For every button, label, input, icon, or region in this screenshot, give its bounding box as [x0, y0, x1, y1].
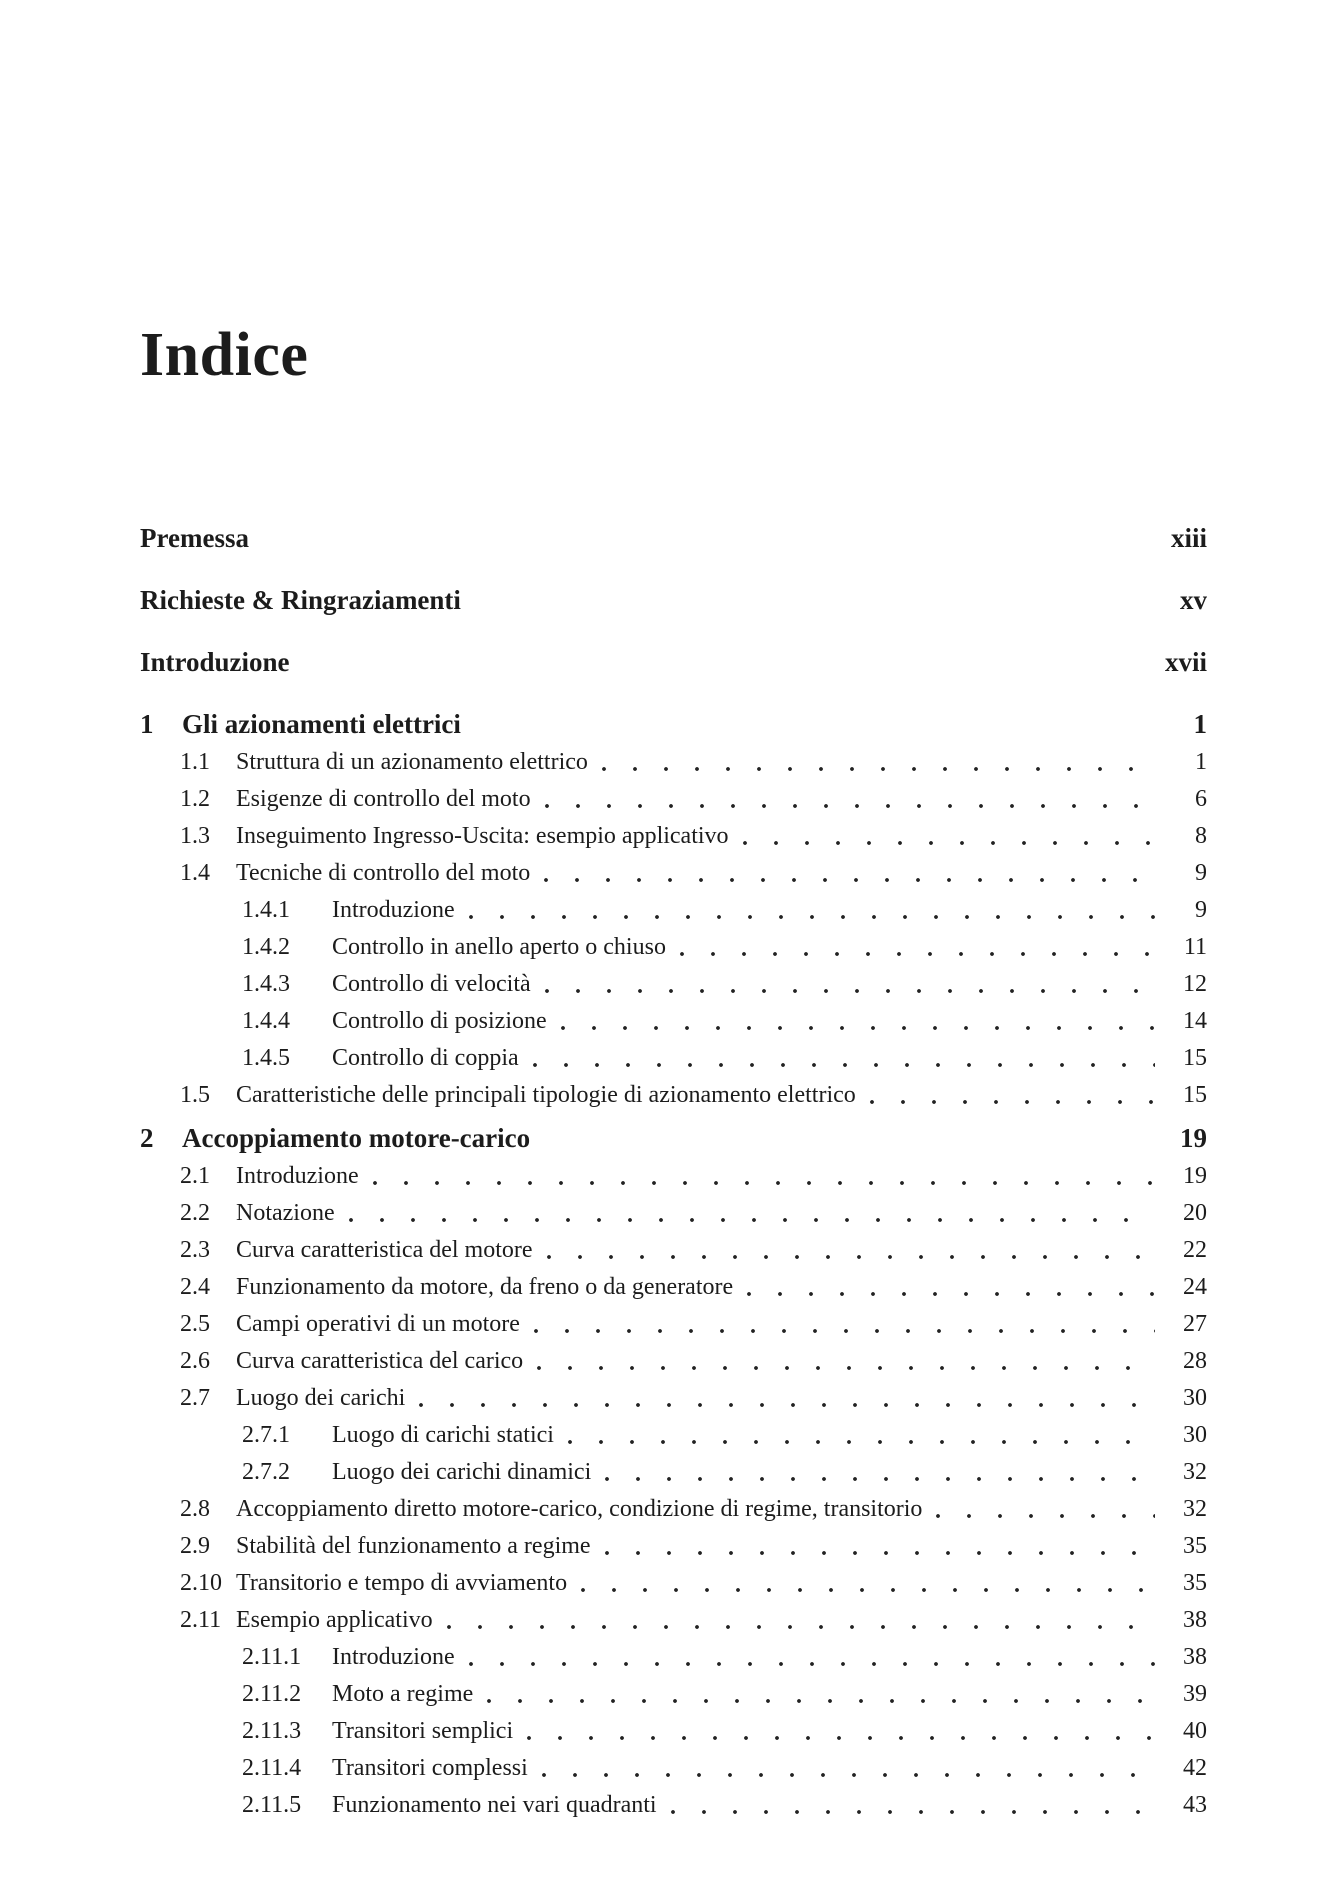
- leader-dots: [415, 1380, 1155, 1417]
- toc-entry-section: [140, 781, 1207, 818]
- section-title: Struttura di un azionamento elettrico: [236, 749, 588, 775]
- section-title: Controllo di coppia: [332, 1045, 519, 1071]
- toc-entry-section: [140, 1040, 1207, 1077]
- section-number: 1.1: [180, 749, 210, 775]
- toc-entry-page-number: 24: [1183, 1274, 1207, 1300]
- section-number: 1.4.5: [242, 1045, 290, 1071]
- toc-entry-page-number: 19: [1183, 1163, 1207, 1189]
- toc-entry-page-number: 14: [1183, 1008, 1207, 1034]
- toc-entry-page-number: 22: [1183, 1237, 1207, 1263]
- toc-entry-section: [140, 855, 1207, 892]
- section-number: 2.11.3: [242, 1718, 302, 1744]
- toc-entry-section: [140, 1269, 1207, 1306]
- toc-entry-page-number: 20: [1183, 1200, 1207, 1226]
- leader-dots: [932, 1491, 1155, 1528]
- leader-dots: [557, 1003, 1155, 1040]
- section-title: Introduzione: [332, 1644, 455, 1670]
- toc-entry-section: [140, 1528, 1207, 1565]
- section-number: 2.8: [180, 1496, 210, 1522]
- section-title: Transitorio e tempo di avviamento: [236, 1570, 568, 1596]
- toc-entry-label: Introduzione: [140, 647, 290, 677]
- leader-dots: [541, 966, 1155, 1003]
- leader-dots: [743, 1269, 1155, 1306]
- toc-entry-page-number: xv: [1180, 585, 1207, 615]
- section-number: 1.5: [180, 1082, 210, 1108]
- chapter-entries: [140, 744, 1207, 1114]
- leader-dots: [538, 1750, 1155, 1787]
- toc-entry-page-number: 38: [1183, 1644, 1207, 1670]
- toc-entry-chapter: [140, 1118, 1207, 1158]
- leader-dots: [540, 855, 1155, 892]
- toc-entry-section: [140, 1158, 1207, 1195]
- section-title: Luogo dei carichi dinamici: [332, 1459, 592, 1485]
- section-title: Luogo dei carichi: [236, 1385, 406, 1411]
- toc-entry-section: [140, 1787, 1207, 1824]
- leader-dots: [465, 892, 1155, 929]
- toc-entry-label: Richieste & Ringraziamenti: [140, 585, 461, 615]
- toc-entry-chapter: [140, 704, 1207, 744]
- toc-entry-section: [140, 1380, 1207, 1417]
- section-number: 2.11.4: [242, 1755, 302, 1781]
- leader-dots: [676, 929, 1155, 966]
- front-matter-list: [140, 518, 1207, 682]
- section-title: Controllo di posizione: [332, 1008, 547, 1034]
- section-number: 2.2: [180, 1200, 210, 1226]
- leader-dots: [667, 1787, 1155, 1824]
- toc-entry-frontmatter: [140, 518, 1207, 558]
- toc-entry-page-number: 40: [1183, 1718, 1207, 1744]
- toc-entry-page-number: xiii: [1170, 523, 1207, 553]
- section-number: 1.4.1: [242, 897, 290, 923]
- section-number: 2.11.2: [242, 1681, 302, 1707]
- section-number: 2.1: [180, 1163, 210, 1189]
- toc-entry-page-number: 28: [1183, 1348, 1207, 1374]
- toc-entry-page-number: 30: [1183, 1422, 1207, 1448]
- chapter-title: Gli azionamenti elettrici: [182, 709, 461, 739]
- toc-entry-page-number: 30: [1183, 1385, 1207, 1411]
- leader-dots: [443, 1602, 1155, 1639]
- section-title: Controllo in anello aperto o chiuso: [332, 934, 666, 960]
- leader-dots: [564, 1417, 1155, 1454]
- toc-entry-section: [140, 1454, 1207, 1491]
- leader-dots: [523, 1713, 1155, 1750]
- section-number: 2.11.1: [242, 1644, 302, 1670]
- toc-entry-page-number: 1: [1195, 749, 1207, 775]
- section-number: 2.6: [180, 1348, 210, 1374]
- toc-entry-section: [140, 1232, 1207, 1269]
- toc-entry-page-number: xvii: [1164, 647, 1207, 677]
- section-title: Curva caratteristica del carico: [236, 1348, 524, 1374]
- leader-dots: [541, 781, 1155, 818]
- chapter-entries: [140, 1158, 1207, 1824]
- toc-entry-section: [140, 1639, 1207, 1676]
- leader-dots: [483, 1676, 1155, 1713]
- section-number: 2.5: [180, 1311, 210, 1337]
- toc-entry-section: [140, 1343, 1207, 1380]
- section-number: 1.4.2: [242, 934, 290, 960]
- leader-dots: [369, 1158, 1155, 1195]
- chapter-title: Accoppiamento motore-carico: [182, 1123, 531, 1153]
- toc-entry-section: [140, 818, 1207, 855]
- leader-dots: [577, 1565, 1155, 1602]
- toc-entry-section: [140, 1565, 1207, 1602]
- toc-entry-label: Premessa: [140, 523, 249, 553]
- section-number: 1.4.3: [242, 971, 290, 997]
- section-title: Curva caratteristica del motore: [236, 1237, 533, 1263]
- toc-entry-section: [140, 1077, 1207, 1114]
- section-title: Stabilità del funzionamento a regime: [236, 1533, 591, 1559]
- chapter-number: 2: [140, 1123, 154, 1153]
- leader-dots: [529, 1040, 1155, 1077]
- section-title: Esempio applicativo: [236, 1607, 433, 1633]
- section-number: 2.10: [180, 1570, 222, 1596]
- toc-entry-section: [140, 1195, 1207, 1232]
- toc-entry-page-number: 19: [1180, 1123, 1207, 1153]
- toc-entry-page-number: 35: [1183, 1570, 1207, 1596]
- toc-entry-page-number: 35: [1183, 1533, 1207, 1559]
- toc-entry-section: [140, 1750, 1207, 1787]
- section-number: 2.7.2: [242, 1459, 290, 1485]
- toc-entry-page-number: 27: [1183, 1311, 1207, 1337]
- toc-entry-frontmatter: [140, 642, 1207, 682]
- toc-entry-page-number: 11: [1183, 934, 1207, 960]
- section-title: Luogo di carichi statici: [332, 1422, 554, 1448]
- toc-entry-page-number: 15: [1183, 1045, 1207, 1071]
- section-title: Tecniche di controllo del moto: [236, 860, 531, 886]
- toc-entry-section: [140, 892, 1207, 929]
- toc-entry-frontmatter: [140, 580, 1207, 620]
- section-number: 1.4: [180, 860, 210, 886]
- chapter-list: [140, 704, 1207, 1824]
- leader-dots: [533, 1343, 1155, 1380]
- toc-entry-page-number: 32: [1183, 1459, 1207, 1485]
- chapter-number: 1: [140, 709, 154, 739]
- toc-entry-section: [140, 966, 1207, 1003]
- toc-entry-page-number: 9: [1195, 897, 1207, 923]
- page-title: Indice: [140, 321, 309, 389]
- toc-entry-section: [140, 1003, 1207, 1040]
- leader-dots: [866, 1077, 1155, 1114]
- chapter-block: [140, 704, 1207, 1114]
- toc-entry-page-number: 38: [1183, 1607, 1207, 1633]
- leader-dots: [530, 1306, 1155, 1343]
- section-number: 1.4.4: [242, 1008, 290, 1034]
- section-number: 2.7: [180, 1385, 210, 1411]
- toc-entry-page-number: 43: [1183, 1792, 1207, 1818]
- section-title: Campi operativi di un motore: [236, 1311, 520, 1337]
- section-title: Caratteristiche delle principali tipologie di azionamento elettrico: [236, 1082, 856, 1108]
- leader-dots: [739, 818, 1155, 855]
- section-title: Transitori complessi: [332, 1755, 528, 1781]
- toc-entry-section: [140, 1602, 1207, 1639]
- leader-dots: [601, 1528, 1155, 1565]
- section-number: 2.7.1: [242, 1422, 290, 1448]
- section-number: 2.11: [180, 1607, 222, 1633]
- toc-entry-section: [140, 1306, 1207, 1343]
- section-title: Funzionamento nei vari quadranti: [332, 1792, 657, 1818]
- section-number: 1.3: [180, 823, 210, 849]
- leader-dots: [543, 1232, 1155, 1269]
- section-number: 2.11.5: [242, 1792, 302, 1818]
- section-title: Transitori semplici: [332, 1718, 514, 1744]
- section-title: Notazione: [236, 1200, 335, 1226]
- toc-entry-page-number: 6: [1195, 786, 1207, 812]
- toc-entry-page-number: 42: [1183, 1755, 1207, 1781]
- toc-entry-section: [140, 1491, 1207, 1528]
- toc-entry-section: [140, 1713, 1207, 1750]
- toc-entry-section: [140, 1417, 1207, 1454]
- leader-dots: [598, 744, 1155, 781]
- toc-entry-page-number: 39: [1183, 1681, 1207, 1707]
- section-number: 2.9: [180, 1533, 210, 1559]
- section-title: Moto a regime: [332, 1681, 474, 1707]
- toc-entry-page-number: 8: [1195, 823, 1207, 849]
- toc-entry-page-number: 32: [1183, 1496, 1207, 1522]
- section-title: Esigenze di controllo del moto: [236, 786, 531, 812]
- leader-dots: [345, 1195, 1155, 1232]
- toc-entry-section: [140, 1676, 1207, 1713]
- toc-entry-page-number: 1: [1193, 709, 1207, 739]
- section-title: Inseguimento Ingresso-Uscita: esempio applicativo: [236, 823, 729, 849]
- toc-entry-section: [140, 929, 1207, 966]
- toc-entry-section: [140, 744, 1207, 781]
- section-title: Introduzione: [332, 897, 455, 923]
- section-title: Controllo di velocità: [332, 971, 531, 997]
- toc-entry-page-number: 15: [1183, 1082, 1207, 1108]
- leader-dots: [601, 1454, 1155, 1491]
- section-title: Accoppiamento diretto motore-carico, condizione di regime, transitorio: [236, 1496, 923, 1522]
- section-number: 2.4: [180, 1274, 210, 1300]
- section-title: Introduzione: [236, 1163, 359, 1189]
- chapter-block: [140, 1118, 1207, 1824]
- section-title: Funzionamento da motore, da freno o da generatore: [236, 1274, 734, 1300]
- section-number: 1.2: [180, 786, 210, 812]
- toc-entry-page-number: 9: [1195, 860, 1207, 886]
- section-number: 2.3: [180, 1237, 210, 1263]
- toc-entry-page-number: 12: [1183, 971, 1207, 997]
- leader-dots: [465, 1639, 1155, 1676]
